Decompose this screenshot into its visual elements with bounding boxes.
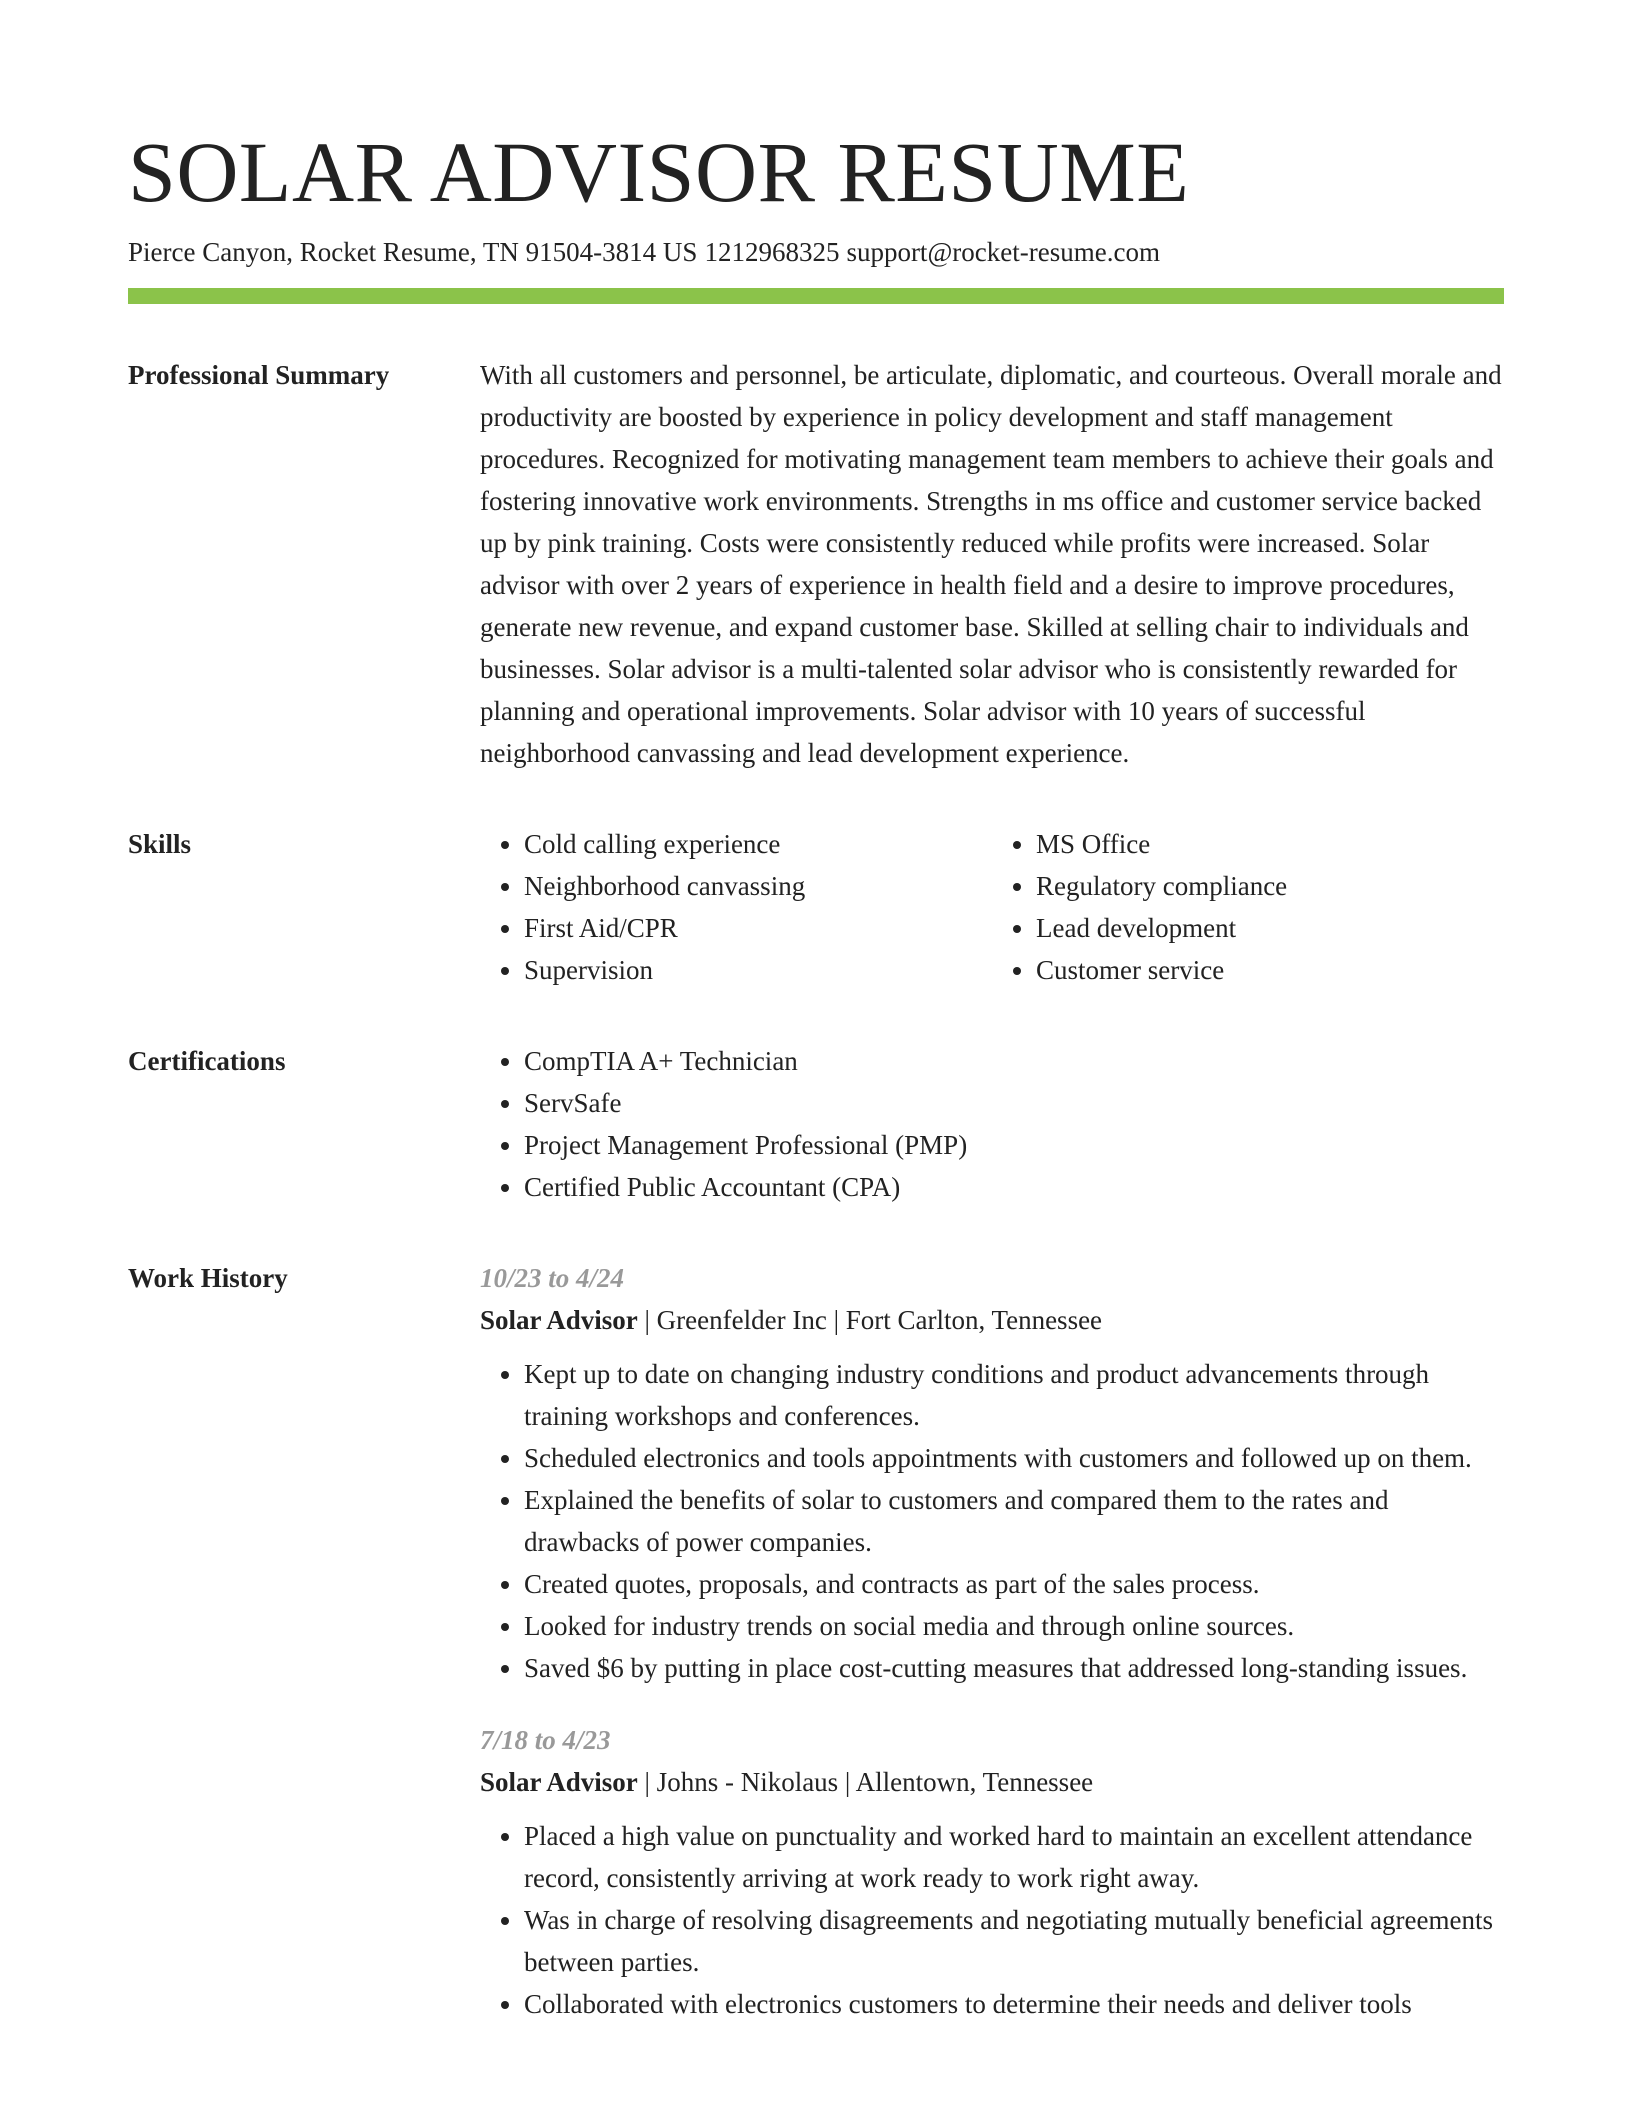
certifications-heading: Certifications (128, 1046, 286, 1076)
skills-body (480, 823, 1504, 991)
skill-item: • Lead development (1036, 907, 1504, 949)
skills-heading: Skills (128, 829, 192, 859)
skill-item: • Customer service (1036, 949, 1504, 991)
job-bullets (480, 1353, 1504, 1689)
work-history-section (128, 1257, 1504, 2025)
job-heading (480, 1761, 1504, 1803)
job-bullet: • Created quotes, proposals, and contracts as part of the sales process. (524, 1563, 1504, 1605)
skills-grid (480, 823, 1504, 991)
job-bullet: • Collaborated with electronics customers to determine their needs and deliver tools (524, 1983, 1504, 2025)
certification-item: • CompTIA A+ Technician (524, 1040, 1504, 1082)
job-entry (480, 1257, 1504, 1689)
certification-item: • ServSafe (524, 1082, 1504, 1124)
skill-item: • Cold calling experience (524, 823, 992, 865)
contact-phone: 1212968325 (704, 237, 840, 267)
work-history-heading: Work History (128, 1263, 288, 1293)
job-bullet: • Kept up to date on changing industry conditions and product advancements through training workshops and conferences. (524, 1353, 1504, 1437)
job-dates: 7/18 to 4/23 (480, 1725, 611, 1755)
skill-item: • First Aid/CPR (524, 907, 992, 949)
job-bullet: • Saved $6 by putting in place cost-cutting measures that addressed long-standing issues. (524, 1647, 1504, 1689)
certification-item: • Project Management Professional (PMP) (524, 1124, 1504, 1166)
summary-body (480, 354, 1504, 774)
job-company-line: | Johns - Nikolaus | Allentown, Tennessee (637, 1767, 1094, 1797)
skill-item: • MS Office (1036, 823, 1504, 865)
job-bullet: • Was in charge of resolving disagreements and negotiating mutually beneficial agreements between parties. (524, 1899, 1504, 1983)
resume-title: SOLAR ADVISOR RESUME (128, 124, 1190, 220)
skills-list-right (992, 823, 1504, 991)
job-bullet: • Scheduled electronics and tools appointments with customers and followed up on them. (524, 1437, 1504, 1479)
summary-section (128, 354, 1504, 774)
job-bullets (480, 1815, 1504, 2025)
certifications-section (128, 1040, 1504, 1208)
skills-list-left (480, 823, 992, 991)
skills-section (128, 823, 1504, 991)
summary-text: With all customers and personnel, be articulate, diplomatic, and courteous. Overall morale and productivity are boosted by experience in policy development and staff management procedures. Recognized for motivating management team members to achieve their goals and fostering innovative work environments. Strengths in ms office and customer service backed up by pink training. Costs were consistently reduced while profits were increased. Solar advisor with over 2 years of experience in health field and a desire to improve procedures, generate new revenue, and expand customer base. Skilled at selling chair to individuals and businesses. Solar advisor is a multi-talented solar advisor who is consistently rewarded for planning and operational improvements. Solar advisor with 10 years of successful neighborhood canvassing and lead development experience. (480, 360, 1502, 768)
contact-line (128, 234, 1504, 270)
job-bullet: • Explained the benefits of solar to customers and compared them to the rates and drawbacks of power companies. (524, 1479, 1504, 1563)
header-divider (128, 288, 1504, 304)
job-bullet: • Placed a high value on punctuality and worked hard to maintain an excellent attendance record, consistently arriving at work ready to work right away. (524, 1815, 1504, 1899)
contact-address: Pierce Canyon, Rocket Resume, TN 91504-3814 US (128, 237, 698, 267)
skill-item: • Supervision (524, 949, 992, 991)
job-title: Solar Advisor (480, 1305, 638, 1335)
job-entry (480, 1719, 1504, 2025)
certification-item: • Certified Public Accountant (CPA) (524, 1166, 1504, 1208)
skill-item: • Neighborhood canvassing (524, 865, 992, 907)
job-bullet: • Looked for industry trends on social media and through online sources. (524, 1605, 1504, 1647)
job-company-line: | Greenfelder Inc | Fort Carlton, Tennessee (637, 1305, 1103, 1335)
work-history-body (480, 1257, 1504, 2025)
skill-item: • Regulatory compliance (1036, 865, 1504, 907)
job-heading (480, 1299, 1504, 1341)
job-title: Solar Advisor (480, 1767, 638, 1797)
certifications-body (480, 1040, 1504, 1208)
contact-email: support@rocket-resume.com (846, 237, 1160, 267)
certifications-list (480, 1040, 1504, 1208)
job-dates: 10/23 to 4/24 (480, 1263, 625, 1293)
summary-heading: Professional Summary (128, 360, 390, 390)
